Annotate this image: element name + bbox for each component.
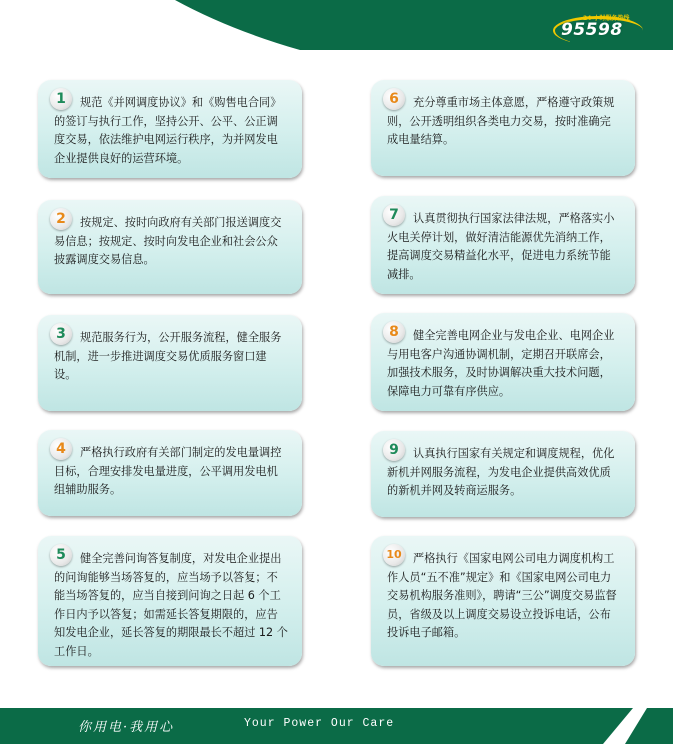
item-text-3: 规范服务行为，公开服务流程，健全服务机制，进一步推进调度交易优质服务窗口建设。 [54,331,282,381]
number-badge-8: 8 [383,321,405,343]
item-text-9: 认真执行国家有关规定和调度规程，优化新机并网服务流程，为发电企业提供高效优质的新机并网及转商运服务。 [387,447,615,497]
item-card-5 [38,536,302,666]
item-text-8: 健全完善电网企业与发电企业、电网企业与用电客户沟通协调机制，定期召开联席会，加强技术服务，及时协调解决重大技术问题，保障电力可靠有序供应。 [387,329,615,398]
number-badge-6: 6 [383,88,405,110]
item-text-4: 严格执行政府有关部门制定的发电量调控目标，合理安排发电量进度，公平调用发电机组辅助服务。 [54,446,282,496]
number-badge-7: 7 [383,204,405,226]
item-text-6: 充分尊重市场主体意愿，严格遵守政策规则，公开透明组织各类电力交易，按时准确完成电量结算。 [387,96,615,146]
number-badge-9: 9 [383,439,405,461]
footer-slogan-cn: 你用电·我用心 [78,720,175,735]
footer-bar [0,708,673,744]
logo-small-text: 24 小时服务热线 [583,15,630,22]
item-text-1: 规范《并网调度协议》和《购售电合同》的签订与执行工作，坚持公开、公平、公正调度交易，依法维护电网运行秩序，为并网发电企业提供良好的运营环境。 [54,96,282,165]
footer-slogan-en: Your Power Our Care [244,717,395,730]
number-badge-3: 3 [50,323,72,345]
item-card-4 [38,430,302,516]
item-card-10 [371,536,635,666]
item-card-3 [38,315,302,411]
item-text-10: 严格执行《国家电网公司电力调度机构工作人员“五不准”规定》和《国家电网公司电力交易机构服务准则》，聘请“三公”调度交易监督员，省级及以上调度交易设立投诉电话，公布投诉电子邮箱。 [387,552,617,639]
number-badge-10: 10 [383,544,405,566]
footer-corner-decoration [603,708,673,744]
number-badge-5: 5 [50,544,72,566]
item-card-7 [371,196,635,294]
number-badge-2: 2 [50,208,72,230]
item-text-5: 健全完善问询答复制度，对发电企业提出的问询能够当场答复的，应当场予以答复；不能当场答复的，应当自接到问询之日起 6 个工作日内予以答复；如需延长答复期限的，应告知发电企业，延长答复的期限最长不超过 12 个工作日。 [54,552,288,658]
item-card-2 [38,200,302,294]
item-card-6 [371,80,635,176]
item-card-9 [371,431,635,517]
item-card-1 [38,80,302,178]
logo-number: 95598 [561,20,623,40]
number-badge-4: 4 [50,438,72,460]
hotline-logo [553,16,643,44]
item-text-2: 按规定、按时向政府有关部门报送调度交易信息；按规定、按时向发电企业和社会公众披露调度交易信息。 [54,216,282,266]
item-card-8 [371,313,635,411]
item-text-7: 认真贯彻执行国家法律法规，严格落实小火电关停计划，做好清洁能源优先消纳工作，提高调度交易精益化水平，促进电力系统节能减排。 [387,212,615,281]
number-badge-1: 1 [50,88,72,110]
